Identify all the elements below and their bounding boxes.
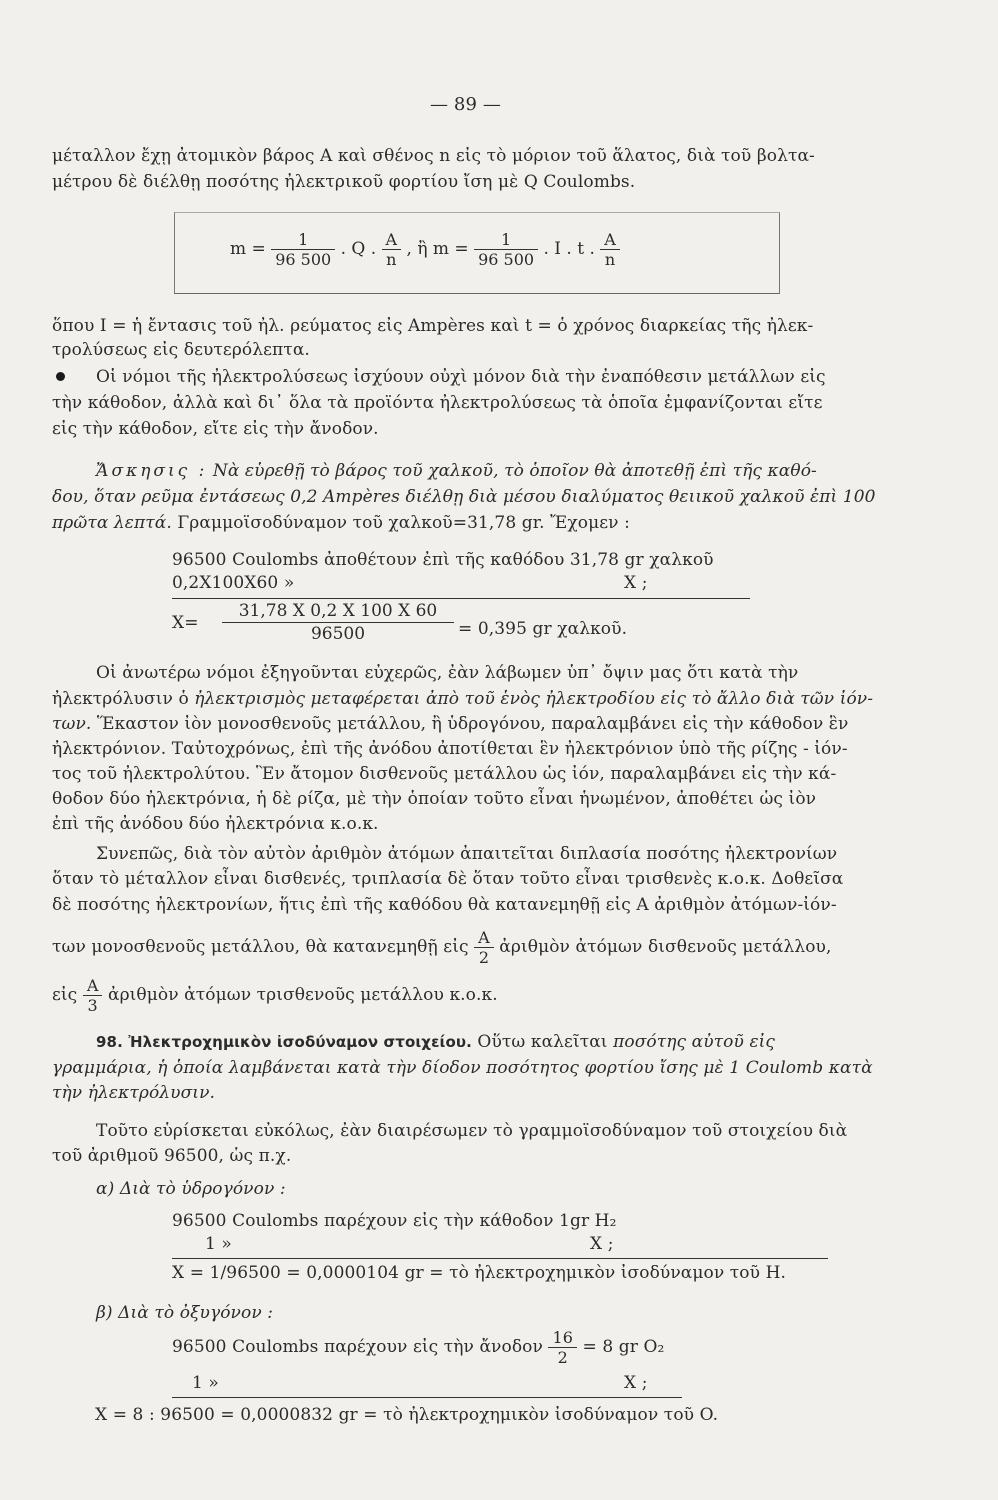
text-line: Οἱ ἀνωτέρω νόμοι ἐξηγοῦνται εὐχερῶς, ἐὰν λάβωμεν ὑπ᾽ ὄψιν μας ὅτι κατὰ τὴν — [96, 663, 799, 683]
fraction — [600, 230, 620, 269]
fraction-denominator: 96 500 — [478, 250, 535, 269]
fraction-denominator: 2 — [478, 948, 490, 967]
text-line: τος τοῦ ἠλεκτρολύτου. Ἓν ἄτομον δισθενοῦς μετάλλου ὡς ἰόν, παραλαμβάνει εἰς τὴν κά- — [52, 764, 837, 784]
fraction-numerator: A — [474, 928, 494, 948]
fraction — [474, 928, 494, 967]
fraction-denominator: 3 — [87, 996, 98, 1015]
text-line: Οἱ νόμοι τῆς ἠλεκτρολύσεως ἰσχύουν οὐχὶ μόνον διὰ τὴν ἐναπόθεσιν μετάλλων εἰς — [96, 367, 826, 387]
para-text: εἰς — [52, 985, 78, 1005]
text-line — [52, 976, 498, 1015]
fraction-numerator: 1 — [271, 230, 335, 250]
section-text: ποσότης αὐτοῦ εἰς — [613, 1032, 776, 1052]
text-line: X ; — [624, 1373, 648, 1393]
text-line: 96500 Coulombs ἀποθέτουν ἐπὶ τῆς καθόδου 31,78 gr χαλκοῦ — [172, 550, 714, 570]
fraction-denominator: 96 500 — [275, 250, 332, 269]
page-number: — 89 — — [430, 94, 501, 115]
text-line: X = 1/96500 = 0,0000104 gr = τὸ ἠλεκτροχημικὸν ἰσοδύναμον τοῦ H. — [172, 1263, 787, 1283]
para-text: Ἕκαστον ἰὸν μονοσθενοῦς μετάλλου, ἢ ὑδρογόνου, παραλαμβάνει εἰς τὴν κάθοδον ἓν — [96, 714, 849, 734]
fraction — [83, 976, 103, 1015]
text-line: τὴν ἠλεκτρόλυσιν. — [52, 1083, 216, 1103]
fraction — [271, 230, 335, 269]
text-line: εἰς τὴν κάθοδον, εἴτε εἰς τὴν ἄνοδον. — [52, 419, 379, 439]
text-line — [52, 928, 832, 967]
text-line: δου, ὅταν ρεῦμα ἐντάσεως 0,2 Ampères διέλθῃ διὰ μέσου διαλύματος θειικοῦ χαλκοῦ ἐπὶ 100 — [52, 487, 876, 507]
text-line: τὴν κάθοδον, ἀλλὰ καὶ δι᾽ ὅλα τὰ προϊόντα ἠλεκτρολύσεως τὰ ὁποῖα ἐμφανίζονται εἴτε — [52, 393, 823, 413]
para-text: των μονοσθενοῦς μετάλλου, θὰ κατανεμηθῇ εἰς — [52, 937, 469, 957]
fraction — [382, 230, 402, 269]
text-line: X ; — [590, 1234, 614, 1254]
text-line — [52, 713, 848, 735]
fraction-numerator: A — [83, 976, 103, 996]
text-line — [96, 460, 817, 482]
divider — [172, 1258, 828, 1259]
example-text: 96500 Coulombs παρέχουν εἰς τὴν ἄνοδον — [172, 1337, 543, 1357]
fraction — [474, 230, 538, 269]
formula-mid: , ἢ m = — [406, 239, 469, 259]
section-title: Ἠλεκτροχημικὸν ἰσοδύναμον στοιχείου. — [128, 1033, 472, 1051]
fraction — [222, 600, 454, 645]
text-line: ὅπου I = ἡ ἔντασις τοῦ ἠλ. ρεύματος εἰς Ampères καὶ t = ὁ χρόνος διαρκείας τῆς ἠλεκ- — [52, 316, 814, 336]
text-line: X ; — [624, 573, 648, 593]
divider — [172, 1397, 682, 1398]
exercise-text: Νὰ εὑρεθῇ τὸ βάρος τοῦ χαλκοῦ, τὸ ὁποῖον θὰ ἀποτεθῇ ἐπὶ τῆς καθό- — [212, 461, 817, 481]
text-line: X= — [172, 613, 199, 633]
text-line: 0,2X100X60 » — [172, 573, 295, 593]
section-text: Οὕτω καλεῖται — [477, 1032, 608, 1052]
text-line: μέτρου δὲ διέλθῃ ποσότης ἠλεκτρικοῦ φορτίου ἴση μὲ Q Coulombs. — [52, 172, 636, 192]
formula-it: . I . t . — [543, 239, 595, 259]
text-line: = 0,395 gr χαλκοῦ. — [458, 619, 628, 639]
divider — [172, 598, 750, 599]
text-line: Τοῦτο εὑρίσκεται εὐκόλως, ἐὰν διαιρέσωμεν τὸ γραμμοϊσοδύναμον τοῦ στοιχείου διὰ — [96, 1121, 848, 1141]
para-text: των. — [52, 714, 92, 734]
text-line: μέταλλον ἔχῃ ἀτομικὸν βάρος Α καὶ σθένος n εἰς τὸ μόριον τοῦ ἅλατος, διὰ τοῦ βολτα- — [52, 146, 815, 166]
text-line — [172, 1328, 664, 1367]
text-line: τοῦ ἀριθμοῦ 96500, ὡς π.χ. — [52, 1146, 292, 1166]
text-line: τρολύσεως εἰς δευτερόλεπτα. — [52, 340, 310, 360]
text-line: θοδον δύο ἠλεκτρόνια, ἡ δὲ ρίζα, μὲ τὴν ὁποίαν τοῦτο εἶναι ἡνωμένον, ἀποθέτει ὡς ἰὸν — [52, 789, 817, 809]
fraction-numerator: 31,78 X 0,2 X 100 X 60 — [222, 600, 454, 623]
bullet-icon — [56, 372, 65, 381]
fraction-denominator: 96500 — [310, 624, 366, 644]
formula-m: m = — [230, 239, 266, 259]
para-text: ἀριθμὸν ἀτόμων τρισθενοῦς μετάλλου κ.ο.κ. — [107, 985, 498, 1005]
text-line: X = 8 : 96500 = 0,0000832 gr = τὸ ἠλεκτροχημικὸν ἰσοδύναμον τοῦ O. — [95, 1405, 719, 1425]
text-line: ὅταν τὸ μέταλλον εἶναι δισθενές, τριπλασία δὲ ὅταν τοῦτο εἶναι τρισθενὲς κ.ο.κ. Δοθεῖσα — [52, 869, 844, 889]
text-line: 1 » — [205, 1234, 232, 1254]
formula — [230, 230, 620, 269]
para-text: ἠλεκτρισμὸς μεταφέρεται ἀπὸ τοῦ ἑνὸς ἠλεκτροδίου εἰς τὸ ἄλλο διὰ τῶν ἰόν- — [194, 689, 874, 709]
text-line: ἠλεκτρόνιον. Ταὐτοχρόνως, ἐπὶ τῆς ἀνόδου ἀποτίθεται ἓν ἠλεκτρόνιον ὑπὸ τῆς ρίζης - ἰόν- — [52, 739, 848, 759]
text-line: δὲ ποσότης ἠλεκτρονίων, ἥτις ἐπὶ τῆς καθόδου θὰ κατανεμηθῇ εἰς Α ἀριθμὸν ἀτόμων-ἰόν- — [52, 895, 837, 915]
fraction-numerator: 1 — [474, 230, 538, 250]
text-line — [52, 512, 630, 534]
text-line: ἐπὶ τῆς ἀνόδου δύο ἠλεκτρόνια κ.ο.κ. — [52, 814, 379, 834]
para-text: ἠλεκτρόλυσιν ὁ — [52, 689, 189, 709]
para-text: ἀριθμὸν ἀτόμων δισθενοῦς μετάλλου, — [499, 937, 832, 957]
text-line: γραμμάρια, ἡ ὁποία λαμβάνεται κατὰ τὴν δίοδον ποσότητος φορτίου ἴσης μὲ 1 Coulomb κατὰ — [52, 1058, 873, 1078]
fraction-numerator: A — [600, 230, 620, 250]
example-text: = 8 gr O₂ — [582, 1337, 665, 1357]
example-label: α) Διὰ τὸ ὑδρογόνον : — [96, 1179, 286, 1199]
exercise-label: Ἄσκησις : — [96, 461, 208, 481]
text-line: Συνεπῶς, διὰ τὸν αὐτὸν ἀριθμὸν ἀτόμων ἀπαιτεῖται διπλασία ποσότης ἠλεκτρονίων — [96, 844, 838, 864]
exercise-text: πρῶτα λεπτά. — [52, 513, 172, 533]
exercise-text: Γραμμοϊσοδύναμον τοῦ χαλκοῦ=31,78 gr. Ἔχομεν : — [177, 513, 630, 533]
text-line — [52, 688, 873, 710]
fraction — [548, 1328, 577, 1367]
fraction-denominator: n — [386, 250, 397, 269]
text-line — [96, 1031, 775, 1053]
text-line: 1 » — [192, 1373, 219, 1393]
section-number: 98. — [96, 1033, 123, 1051]
fraction-numerator: A — [382, 230, 402, 250]
text-line: 96500 Coulombs παρέχουν εἰς τὴν κάθοδον 1gr H₂ — [172, 1211, 617, 1231]
fraction-denominator: n — [604, 250, 616, 269]
fraction-denominator: 2 — [557, 1348, 568, 1367]
example-label: β) Διὰ τὸ ὀξυγόνον : — [96, 1303, 274, 1323]
fraction-numerator: 16 — [548, 1328, 577, 1348]
formula-q: . Q . — [340, 239, 377, 259]
